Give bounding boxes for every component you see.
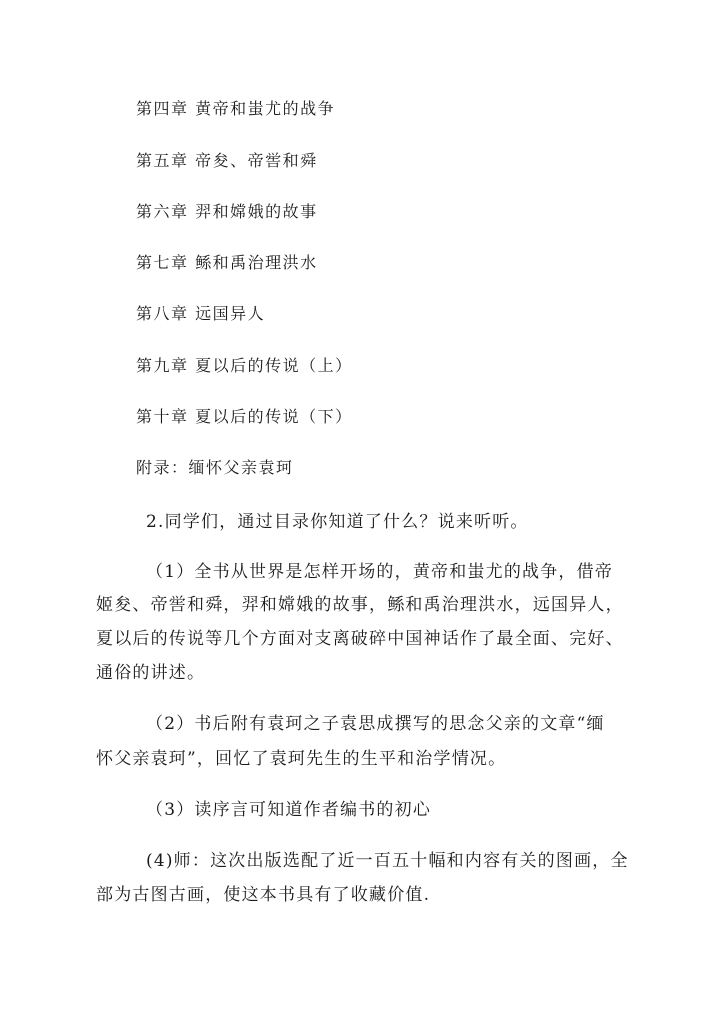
answer-1-line-1: （1）全书从世界是怎样开场的，黄帝和蚩尤的战争，借帝 [146,562,614,582]
answer-1-line-3: 夏以后的传说等几个方面对支离破碎中国神话作了最全面、完好、 [96,629,624,649]
question: 2.同学们，通过目录你知道了什么？说来听听。 [146,512,529,532]
answer-1-line-2: 姬夋、帝喾和舜，羿和嫦娥的故事，鲧和禹治理洪水，远国异人， [96,595,624,615]
appendix: 附录：缅怀父亲袁珂 [136,458,294,477]
chapter-4: 第四章 黄帝和蚩尤的战争 [136,99,336,118]
answer-2-line-2: 怀父亲袁珂”，回忆了袁珂先生的生平和治学情况。 [96,749,507,769]
chapter-10: 第十章 夏以后的传说（下） [136,407,353,426]
answer-3: （3）读序言可知道作者编书的初心 [146,800,432,820]
chapter-9: 第九章 夏以后的传说（上） [136,356,353,375]
answer-1-line-4: 通俗的讲述。 [96,663,206,683]
answer-2-line-1: （2）书后附有袁珂之子袁思成撰写的思念父亲的文章“缅 [146,714,605,734]
chapter-8: 第八章 远国异人 [136,304,266,323]
chapter-6: 第六章 羿和嫦娥的故事 [136,202,318,221]
answer-4-line-1: (4)师：这次出版选配了近一百五十幅和内容有关的图画，全 [146,851,629,871]
answer-4-line-2: 部为古图古画，使这本书具有了收藏价值. [96,885,431,905]
chapter-5: 第五章 帝夋、帝喾和舜 [136,151,318,170]
chapter-7: 第七章 鲧和禹治理洪水 [136,253,318,272]
